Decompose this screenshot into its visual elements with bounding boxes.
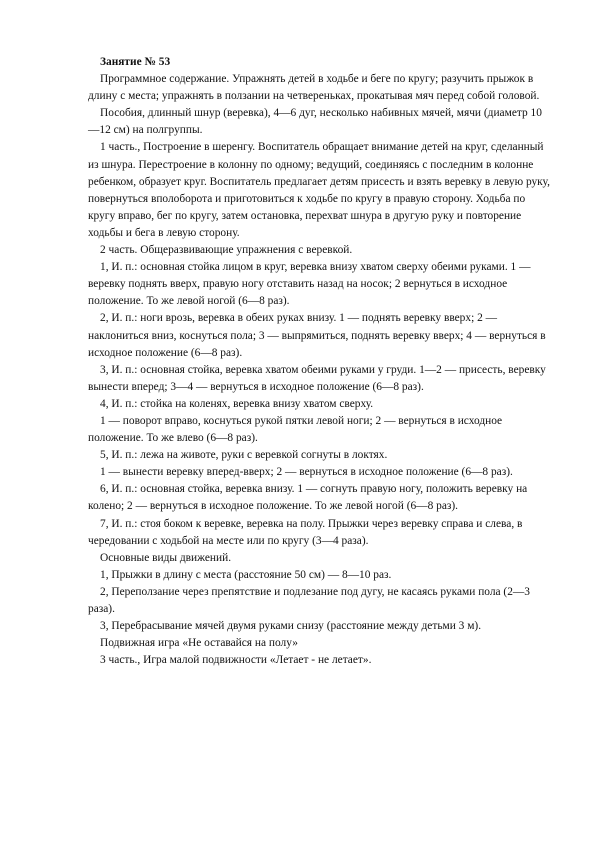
main-movements-heading: Основные виды движений. — [100, 551, 232, 564]
movement-3: 3, Перебрасывание мячей двумя руками снизу (расстояние между детьми 3 м). — [100, 620, 482, 633]
part-three-paragraph: 3 часть., Игра малой подвижности «Летает - не летает». — [100, 654, 372, 667]
exercise-2: 2, И. п.: ноги врозь, веревка в обеих руках внизу. 1 — поднять веревку вверх; 2 — наклониться вниз, коснуться пола; 3 — выпрямиться, поднять веревку вверх; 4 — вернуться в исходное положение (6—8 раз). — [88, 312, 546, 359]
program-content-paragraph: Программное содержание. Упражнять детей в ходьбе и беге по кругу; разучить прыжок в длину с места; упражнять в ползании на четвереньках, прокатывая мяч перед собой головой. — [88, 73, 540, 103]
materials-paragraph: Пособия, длинный шнур (веревка), 4—6 дуг, несколько набивных мячей, мячи (диаметр 10—12 см) на полгруппы. — [88, 107, 542, 137]
lesson-title: Занятие № 53 — [100, 56, 171, 68]
movement-1: 1, Прыжки в длину с места (расстояние 50 см) — 8—10 раз. — [100, 568, 392, 581]
movement-2: 2, Переползание через препятствие и подлезание под дугу, не касаясь руками пола (2—3 раза). — [88, 585, 530, 615]
part-two-heading: 2 часть. Общеразвивающие упражнения с веревкой. — [100, 244, 353, 257]
exercise-6: 6, И. п.: основная стойка, веревка внизу. 1 — согнуть правую ногу, положить веревку на колено; 2 — вернуться в исходное положение. То же левой ногой (6—8 раз). — [88, 483, 528, 513]
part-one-paragraph: 1 часть., Построение в шеренгу. Воспитатель обращает внимание детей на круг, сделанный из шнура. Перестроение в колонну по одному; ведущий, соединяясь с последним в колонне ребенком, образует круг. Воспитатель предлагает детям присесть и взять веревку в левую руку, повернуться вполоборота и приготовиться к ходьбе по кругу в правую сторону. Ходьба по кругу вправо, бег по кругу, затем остановка, перехват шнура в другую руку и повторение ходьбы и бега в левую сторону. — [88, 141, 550, 239]
exercise-7: 7, И. п.: стоя боком к веревке, веревка на полу. Прыжки через веревку справа и слева, в чередовании с ходьбой на месте или по кругу (3—4 раза). — [88, 517, 523, 547]
exercise-5-start: 5, И. п.: лежа на животе, руки с веревкой согнуты в локтях. — [100, 449, 388, 462]
exercise-1: 1, И. п.: основная стойка лицом в круг, веревка внизу хватом сверху обеими руками. 1 — веревку поднять вверх, правую ногу отставить назад на носок; 2 вернуться в исходное положение. То же левой ногой (6—8 раз). — [88, 261, 531, 308]
exercise-4-steps: 1 — поворот вправо, коснуться рукой пятки левой ноги; 2 — вернуться в исходное положение. То же влево (6—8 раз). — [88, 414, 503, 445]
outdoor-game: Подвижная игра «Не оставайся на полу» — [100, 637, 298, 650]
exercise-4-start: 4, И. п.: стойка на коленях, веревка внизу хватом сверху. — [100, 397, 374, 410]
document-page — [88, 54, 553, 669]
exercise-5-steps: 1 — вынести веревку вперед-вверх; 2 — вернуться в исходное положение (6—8 раз). — [100, 466, 513, 479]
exercise-3: 3, И. п.: основная стойка, веревка хватом обеими руками у груди. 1—2 — присесть, веревку вынести вперед; 3—4 — вернуться в исходное положение (6—8 раз). — [88, 363, 546, 393]
